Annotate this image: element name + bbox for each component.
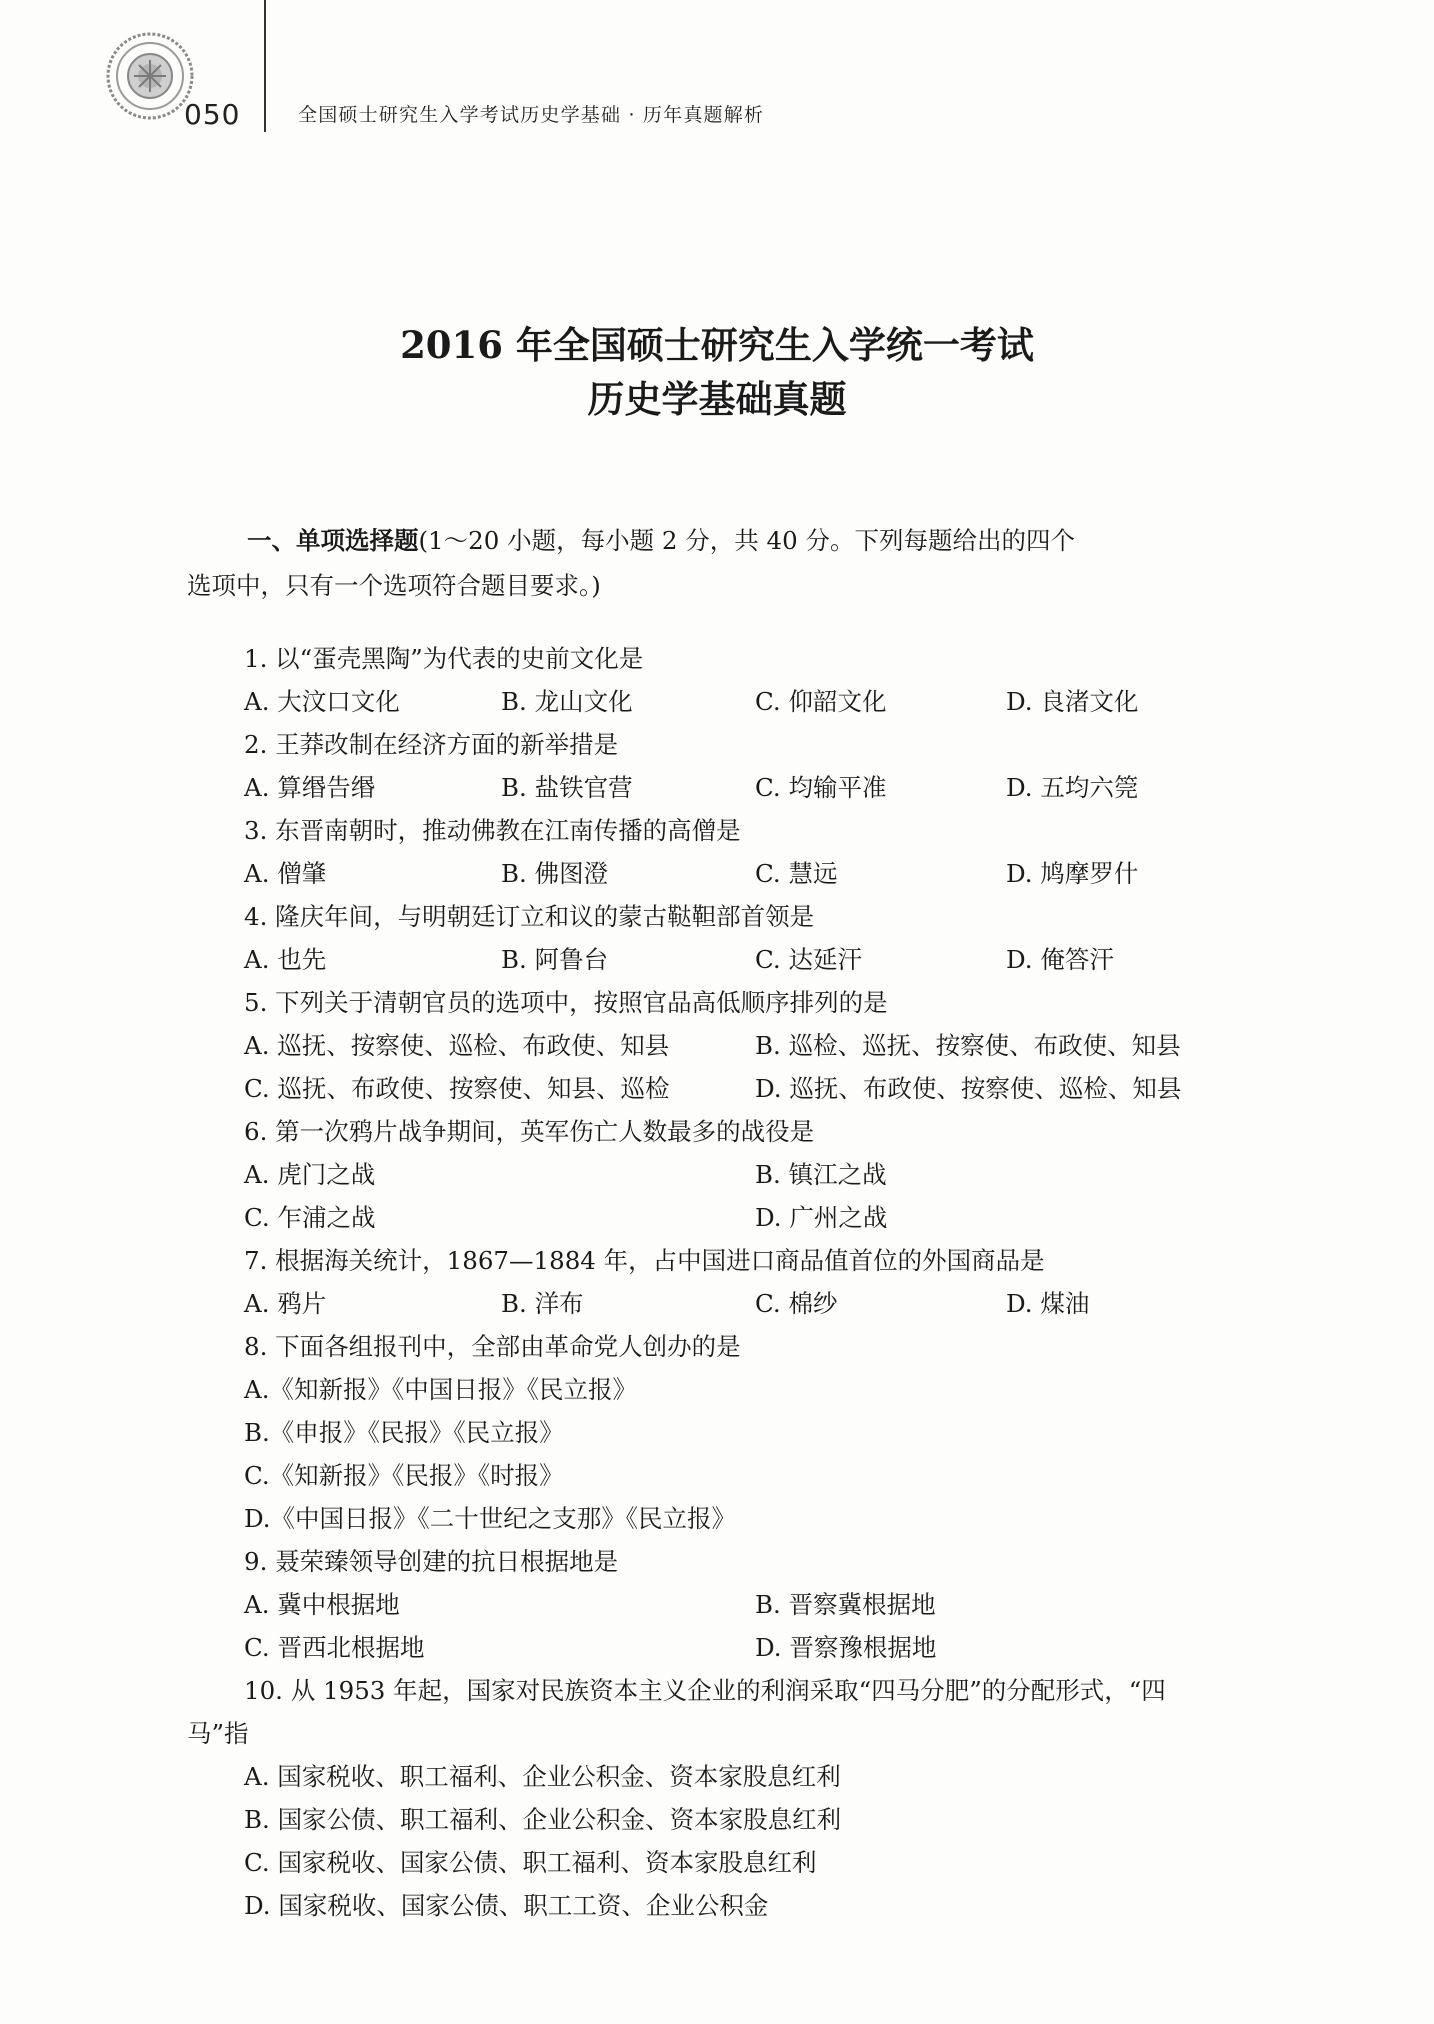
- option: D. 广州之战: [755, 1203, 888, 1232]
- option: C. 巡抚、布政使、按察使、知县、巡检: [244, 1074, 670, 1103]
- option: B. 佛图澄: [501, 859, 609, 888]
- option: B. 阿鲁台: [501, 945, 609, 974]
- option: A.《知新报》《中国日报》《民立报》: [244, 1375, 637, 1404]
- option: B. 盐铁官营: [501, 773, 633, 802]
- question-stem: 1. 以“蛋壳黑陶”为代表的史前文化是: [244, 644, 644, 673]
- option: B.《申报》《民报》《民立报》: [244, 1418, 564, 1447]
- question-stem: 8. 下面各组报刊中，全部由革命党人创办的是: [244, 1332, 741, 1361]
- document-title: 2016 年全国硕士研究生入学统一考试: [400, 323, 1034, 367]
- section-heading: 一、单项选择题: [247, 526, 419, 555]
- option: A. 僧肇: [244, 859, 327, 888]
- option: B. 巡检、巡抚、按察使、布政使、知县: [755, 1031, 1181, 1060]
- option: D. 良渚文化: [1006, 687, 1139, 716]
- option: D. 巡抚、布政使、按察使、巡检、知县: [755, 1074, 1182, 1103]
- question-stem: 3. 东晋南朝时，推动佛教在江南传播的高僧是: [244, 816, 741, 845]
- option: B. 国家公债、职工福利、企业公积金、资本家股息红利: [244, 1805, 842, 1834]
- option: C. 仰韶文化: [755, 687, 887, 716]
- question-stem: 7. 根据海关统计，1867—1884 年，占中国进口商品值首位的外国商品是: [244, 1246, 1045, 1275]
- header-divider: [264, 0, 266, 132]
- document-subtitle: 历史学基础真题: [587, 377, 847, 421]
- question-stem: 5. 下列关于清朝官员的选项中，按照官品高低顺序排列的是: [244, 988, 888, 1017]
- option: D. 五均六筦: [1006, 773, 1139, 802]
- option: A. 虎门之战: [244, 1160, 376, 1189]
- option: A. 也先: [244, 945, 327, 974]
- option: C. 乍浦之战: [244, 1203, 376, 1232]
- option: C. 慧远: [755, 859, 838, 888]
- page-number: 050: [184, 98, 241, 131]
- question-stem: 9. 聂荣臻领导创建的抗日根据地是: [244, 1547, 619, 1576]
- section-note: (1～20 小题，每小题 2 分，共 40 分。下列每题给出的四个: [418, 526, 1076, 555]
- option: A. 鸦片: [244, 1289, 327, 1318]
- question-stem: 2. 王莽改制在经济方面的新举措是: [244, 730, 619, 759]
- option: C. 国家税收、国家公债、职工福利、资本家股息红利: [244, 1848, 817, 1877]
- option: C. 均输平准: [755, 773, 887, 802]
- question-stem: 4. 隆庆年间，与明朝廷订立和议的蒙古鞑靼部首领是: [244, 902, 815, 931]
- running-header: 全国硕士研究生入学考试历史学基础 · 历年真题解析: [298, 104, 765, 126]
- option: A. 大汶口文化: [244, 687, 400, 716]
- question-stem: 10. 从 1953 年起，国家对民族资本主义企业的利润采取“四马分肥”的分配形式，“四: [244, 1676, 1166, 1705]
- option: B. 龙山文化: [501, 687, 633, 716]
- option: D.《中国日报》《二十世纪之支那》《民立报》: [244, 1504, 737, 1533]
- option: C. 达延汗: [755, 945, 862, 974]
- option: A. 冀中根据地: [244, 1590, 400, 1619]
- option: C.《知新报》《民报》《时报》: [244, 1461, 564, 1490]
- option: B. 镇江之战: [755, 1160, 887, 1189]
- option: A. 国家税收、职工福利、企业公积金、资本家股息红利: [244, 1762, 841, 1791]
- option: B. 晋察冀根据地: [755, 1590, 936, 1619]
- option: D. 煤油: [1006, 1289, 1090, 1318]
- option: D. 鸠摩罗什: [1006, 859, 1139, 888]
- option: D. 俺答汗: [1006, 945, 1114, 974]
- option: D. 晋察豫根据地: [755, 1633, 937, 1662]
- option: C. 晋西北根据地: [244, 1633, 425, 1662]
- section-intro: [187, 518, 1295, 608]
- option: A. 算缗告缗: [244, 773, 376, 802]
- question-stem-continued: 马”指: [187, 1719, 249, 1748]
- option: D. 国家税收、国家公债、职工工资、企业公积金: [244, 1891, 769, 1920]
- option: A. 巡抚、按察使、巡检、布政使、知县: [244, 1031, 670, 1060]
- section-note-continued: 选项中，只有一个选项符合题目要求。): [187, 571, 601, 600]
- option: B. 洋布: [501, 1289, 584, 1318]
- library-seal-stamp: [104, 30, 196, 122]
- option: C. 棉纱: [755, 1289, 838, 1318]
- question-stem: 6. 第一次鸦片战争期间，英军伤亡人数最多的战役是: [244, 1117, 815, 1146]
